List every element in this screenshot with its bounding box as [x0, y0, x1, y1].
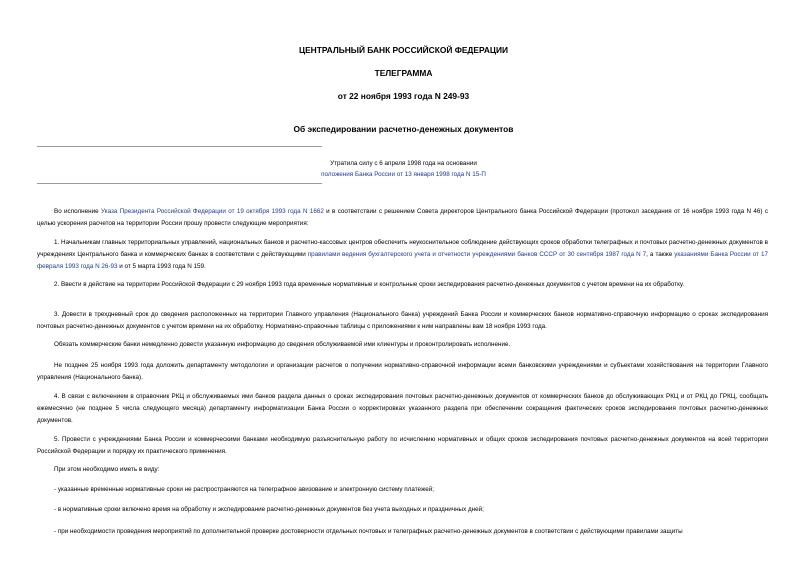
paragraph-3: 3. Довести в трехдневный срок до сведения расположенных на территории Главного управления (Национального банка) учреждений Банка России и коммерческих банков нормативно-справочную информацию о сроках экспедирования почтовых расчетно-денежных документов с учетом времени на их обработку. Нормативно-справочные таблицы с приложениями к ним направлены вам 18 ноября 1993 года.: [37, 311, 768, 330]
paragraph-5: 5. Провести с учреждениями Банка России и коммерческими банками необходимую разъяснительную работу по исчислению нормативных и общих сроков экспедирования почтовых расчетно-денежных документов на всей территории Российской Федерации и порядку их практического применения.: [37, 436, 768, 455]
intro-text-2: и в соответствии с решением Совета директоров Центрального банка Российской Федерации (протокол заседания от 16 ноября 1993 года N 46) с целью ускорения расчетов на территории России прошу провести следующие мероприятия:: [37, 208, 768, 227]
bullet-3: - при необходимости проведения мероприятий по дополнительной проверке достоверности отдельных почтовых и телеграфных расчетно-денежных документов в соответствии с действующими правилами защиты: [54, 528, 683, 535]
divider-bottom: [37, 183, 322, 184]
document-date-number: от 22 ноября 1993 года N 249-93: [337, 91, 470, 101]
bullet-1: - указанные временные нормативные сроки не распространяются на телеграфное авизование и электронную систему платежей;: [54, 486, 434, 493]
status-note: [0, 158, 807, 180]
divider-top: [37, 146, 322, 147]
status-link[interactable]: положения Банка России от 13 января 1998 года N 15-П: [321, 171, 486, 178]
paragraph-2: 2. Ввести в действие на территории Российской Федерации с 29 ноября 1993 года временные нормативные и контрольные сроки экспедирования расчетно-денежных документов с учетом времени на их обработку.: [54, 281, 685, 288]
note-heading: При этом необходимо иметь в виду:: [54, 466, 160, 473]
p1-text-3: и от 5 марта 1993 года N 159.: [117, 263, 206, 270]
rules-link[interactable]: правилами ведения бухгалтерского учета и отчетности учреждениями банков СССР от 30 сентября 1987 года N 7: [307, 251, 647, 258]
document-subject: Об экспедировании расчетно-денежных документов: [293, 124, 514, 134]
status-line: Утратила силу с 6 апреля 1998 года на основании: [330, 160, 477, 167]
p1-text-1: 1. Начальникам главных территориальных управлений, национальных банков и расчетно-кассовых центров обеспечить неукоснительное соблюдение действующих сроков обработки телеграфных и почтовых расчетно-денежных документов в учреждениях Центрального банка и коммерческих банках в соответствии с действующими: [37, 239, 768, 258]
paragraph-4: 4. В связи с включением в справочник РКЦ и обслуживаемых ими банков раздела данных о сроках экспедирования почтовых расчетно-денежных документов от коммерческих банков до обслуживающих РКЦ и от РКЦ до ГРКЦ, сообщать ежемесячно (не позднее 5 числа следующего месяца) департаменту информатизации Банка России о корректировках указанного раздела при обеспечении сокращения фактических сроков экспедирования почтовых расчетно-денежных документов.: [37, 393, 768, 424]
intro-text-1: Во исполнение: [54, 208, 101, 215]
bullet-2: - в нормативные сроки включено время на обработку и экспедирование расчетно-денежных документов без учета выходных и праздничных дней;: [54, 506, 484, 513]
decree-link[interactable]: Указа Президента Российской Федерации от 19 октября 1993 года N 1662: [100, 208, 324, 215]
paragraph-3c: Не позднее 25 ноября 1993 года доложить департаменту методологии и организации расчетов о получении нормативно-справочной информации всеми банковскими учреждениями и субъектами хозяйствования на территории Главного управления (Национального банка).: [37, 362, 768, 381]
paragraph-3b: Обязать коммерческие банки немедленно довести указанную информацию до сведения обслуживаемой ими клиентуры и проконтролировать исполнение.: [54, 341, 511, 348]
paragraph-1: [37, 237, 768, 273]
p1-text-2: , а также: [646, 251, 675, 258]
instructions-link[interactable]: указаниями Банка России от 17 февраля 1993 года N 26-93: [37, 251, 768, 270]
bank-title: ЦЕНТРАЛЬНЫЙ БАНК РОССИЙСКОЙ ФЕДЕРАЦИИ: [298, 45, 509, 55]
document-type: ТЕЛЕГРАММА: [374, 68, 433, 78]
paragraph-intro: [37, 206, 768, 230]
